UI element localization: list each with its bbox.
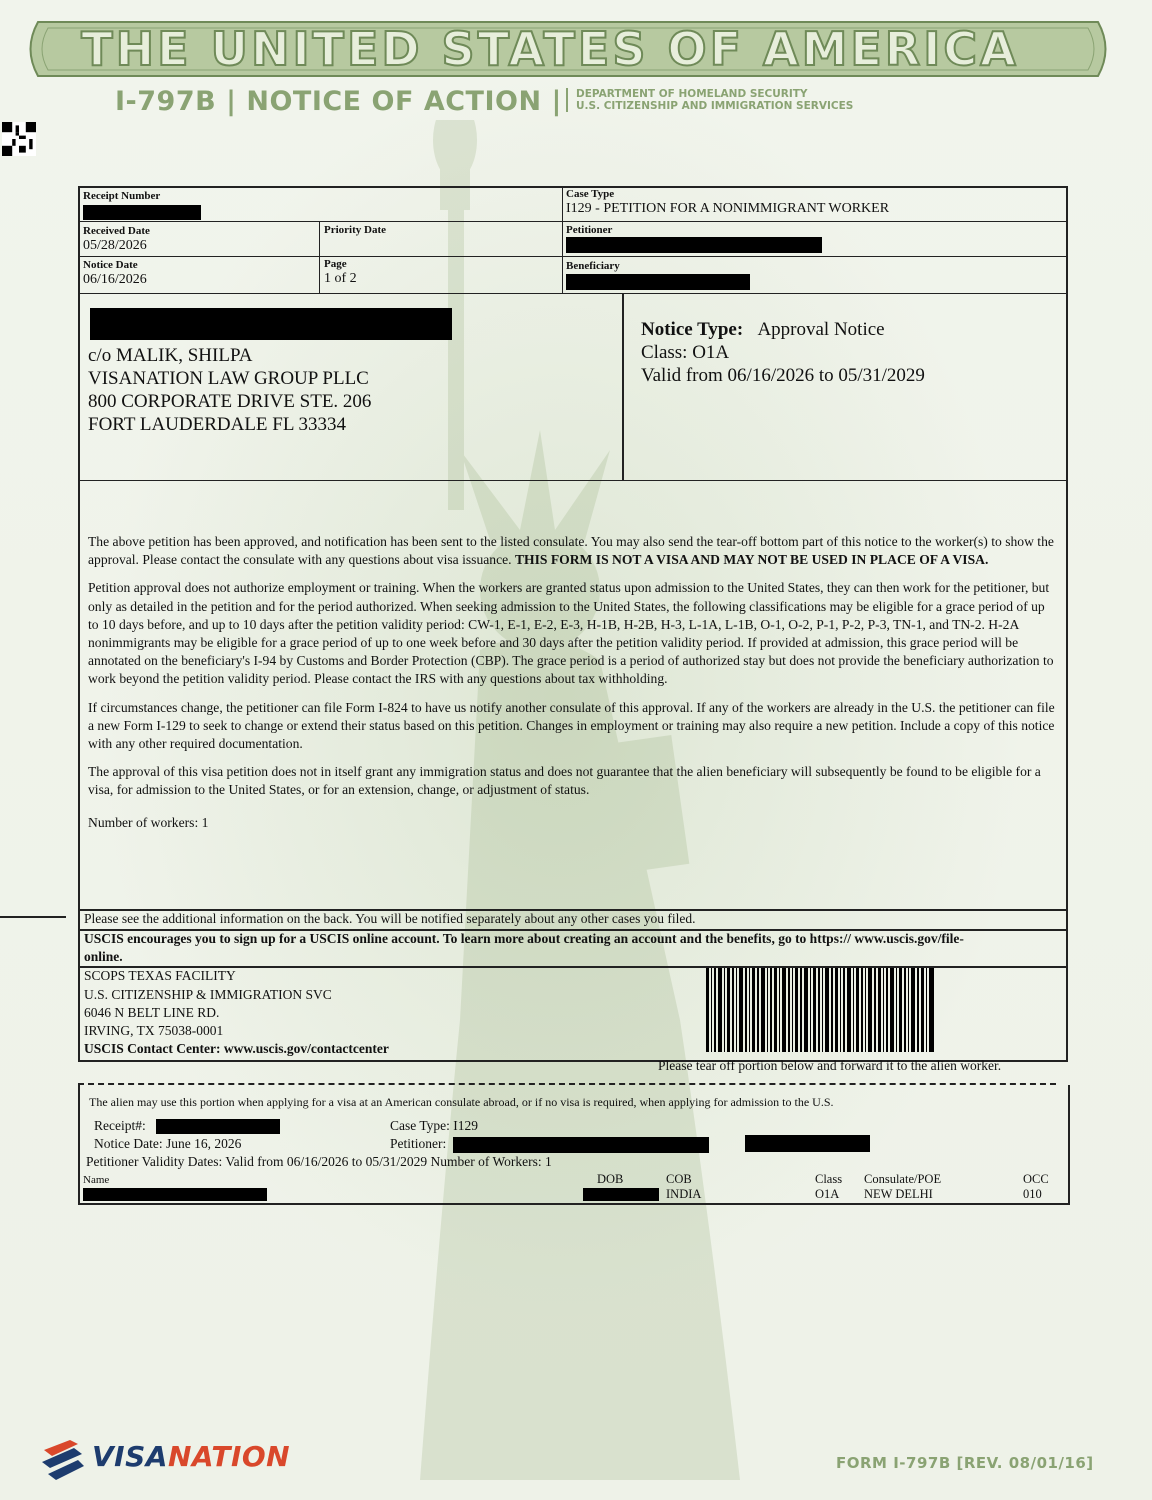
additional-info-text: Please see the additional information on the back. You will be notified separately about any other cases you filed. — [84, 911, 696, 926]
stub-case-type: Case Type: I129 — [390, 1118, 479, 1133]
stub-petitioner-label: Petitioner: — [390, 1136, 447, 1151]
stub-validity: Petitioner Validity Dates: Valid from 06/16/2026 to 05/31/2029 Number of Workers: 1 — [86, 1154, 552, 1169]
department-line-2: U.S. CITIZENSHIP AND IMMIGRATION SERVICES — [576, 100, 854, 112]
case-type-label: Case Type — [566, 188, 615, 200]
logo-text-nation: NATION — [167, 1440, 291, 1473]
number-of-workers: Number of workers: 1 — [88, 814, 209, 830]
receipt-number-label: Receipt Number — [83, 190, 161, 202]
body-paragraph-3: If circumstances change, the petitioner can file Form I-824 to have us notify another consulate of this approval. If any of the workers are already in the U.S. the petitioner can file a new Form I-129 to seek to change or extend their status based on this petition. Changes in employment or training may also require a new petition. Include a copy of this notice with any other required documentation. — [88, 699, 1055, 752]
qr-code-icon — [2, 122, 36, 156]
priority-date-label: Priority Date — [324, 224, 386, 236]
notice-type-label: Notice Type: — [641, 319, 744, 340]
stub-consulate-value: NEW DELHI — [864, 1187, 933, 1201]
redacted-beneficiary — [566, 274, 750, 290]
page-label: Page — [324, 258, 347, 270]
stub-occ-label: OCC — [1023, 1172, 1049, 1186]
form-title: I-797B | NOTICE OF ACTION | — [115, 86, 562, 117]
redacted-stub-extra — [745, 1135, 870, 1152]
body-paragraph-2: Petition approval does not authorize employment or training. When the workers are granted status upon admission to the United States, they can then work for the petitioner, but only as detailed in the petition and for the period authorized. When seeking admission to the United States, the following classifications may be eligible for a grace period of up to 10 days before, and up to 10 days after the petition validity period: CW-1, E-1, E-2, E-3, H-1B, H-2B, H-3, L-1A, L-1B, O-1, O-2, P-1, P-2, P-3, TN-1, and TN-2. H-2A nonimmigrants may be eligible for a grace period of up to one week before and 30 days after the petition validity period. If provided at admission, this grace period will be annotated on the beneficiary's I-94 by Customs and Border Protection (CBP). The grace period is a period of authorized stay but does not provide the beneficiary authorization to work beyond the petition validity period. Please contact the IRS with any questions about tax withholding. — [88, 580, 1054, 687]
visanation-logo-text — [92, 1440, 290, 1473]
redacted-petitioner — [566, 237, 822, 253]
stub-notice-date: Notice Date: June 16, 2026 — [94, 1136, 242, 1151]
stub-occ-value: 010 — [1023, 1187, 1042, 1201]
redacted-stub-dob — [583, 1188, 659, 1201]
page-value: 1 of 2 — [324, 271, 357, 286]
notice-type-value: Approval Notice — [757, 319, 885, 340]
address-line-2: VISANATION LAW GROUP PLLC — [88, 368, 369, 389]
redacted-stub-receipt — [156, 1119, 280, 1134]
notice-date-value: 06/16/2026 — [83, 272, 147, 287]
tear-off-instruction: Please tear off portion below and forward it to the alien worker. — [658, 1058, 1002, 1073]
received-date-label: Received Date — [83, 225, 150, 237]
department-line-1: DEPARTMENT OF HOMELAND SECURITY — [576, 88, 808, 100]
stub-consulate-label: Consulate/POE — [864, 1172, 942, 1186]
address-line-4: FORT LAUDERDALE FL 33334 — [88, 414, 347, 435]
department-label — [566, 88, 853, 112]
office-line-4: IRVING, TX 75038-0001 — [84, 1023, 224, 1038]
notice-body — [88, 533, 1058, 842]
office-line-2: U.S. CITIZENSHIP & IMMIGRATION SVC — [84, 987, 332, 1002]
redacted-stub-name — [83, 1188, 267, 1201]
stub-cob-label: COB — [666, 1172, 692, 1186]
stub-name-label: Name — [83, 1174, 110, 1186]
contact-center: USCIS Contact Center: www.uscis.gov/contactcenter — [84, 1041, 389, 1056]
notice-date-label: Notice Date — [83, 259, 138, 271]
body-paragraph-4: The approval of this visa petition does not in itself grant any immigration status and does not guarantee that the alien beneficiary will subsequently be found to be eligible for a visa, for admission to the United States, or for an extension, change, or adjustment of status. — [88, 764, 1041, 798]
beneficiary-label: Beneficiary — [566, 260, 620, 272]
logo-text-visa: VISA — [92, 1440, 168, 1473]
barcode-icon — [706, 968, 934, 1052]
body-paragraph-1-warning: THIS FORM IS NOT A VISA AND MAY NOT BE USED IN PLACE OF A VISA. — [514, 552, 989, 568]
stub-class-label: Class — [815, 1172, 843, 1186]
fold-mark — [0, 916, 66, 918]
stub-class-value: O1A — [815, 1187, 840, 1201]
stub-cob-value: INDIA — [666, 1187, 702, 1201]
redacted-stub-petitioner — [453, 1137, 709, 1153]
body-paragraph-1 — [88, 533, 1058, 569]
petitioner-label: Petitioner — [566, 224, 613, 236]
address-line-3: 800 CORPORATE DRIVE STE. 206 — [88, 391, 372, 412]
redacted-receipt-number — [83, 205, 201, 220]
stub-intro: The alien may use this portion when applying for a visa at an American consulate abroad, or if no visa is required, when applying for admission to the U.S. — [89, 1095, 834, 1109]
stub-receipt-label: Receipt#: — [94, 1118, 146, 1133]
online-account-text: USCIS encourages you to sign up for a USCIS online account. To learn more about creating an account and the benefits, go to https:// www.uscis.gov/file-online. — [84, 931, 964, 964]
case-type-value: I129 - PETITION FOR A NONIMMIGRANT WORKER — [566, 201, 890, 216]
stub-dob-label: DOB — [597, 1172, 624, 1186]
notice-valid-dates: Valid from 06/16/2026 to 05/31/2029 — [641, 365, 925, 386]
form-revision: FORM I-797B [REV. 08/01/16] — [836, 1454, 1094, 1472]
redacted-addressee — [90, 308, 452, 340]
notice-type-section — [641, 318, 925, 387]
body-paragraph-1-text: The above petition has been approved, and notification has been sent to the listed consulate. You may also send the tear-off bottom part of this notice to the worker(s) to show the approval. Please contact the consulate with any questions about visa issuance. — [88, 534, 1054, 568]
address-line-1: c/o MALIK, SHILPA — [88, 345, 253, 366]
office-line-3: 6046 N BELT LINE RD. — [84, 1005, 220, 1020]
received-date-value: 05/28/2026 — [83, 238, 147, 253]
notice-class: Class: O1A — [641, 342, 730, 363]
banner-title: THE UNITED STATES OF AMERICA — [81, 22, 1019, 76]
office-line-1: SCOPS TEXAS FACILITY — [84, 968, 236, 983]
visanation-logo-icon — [40, 1438, 86, 1480]
